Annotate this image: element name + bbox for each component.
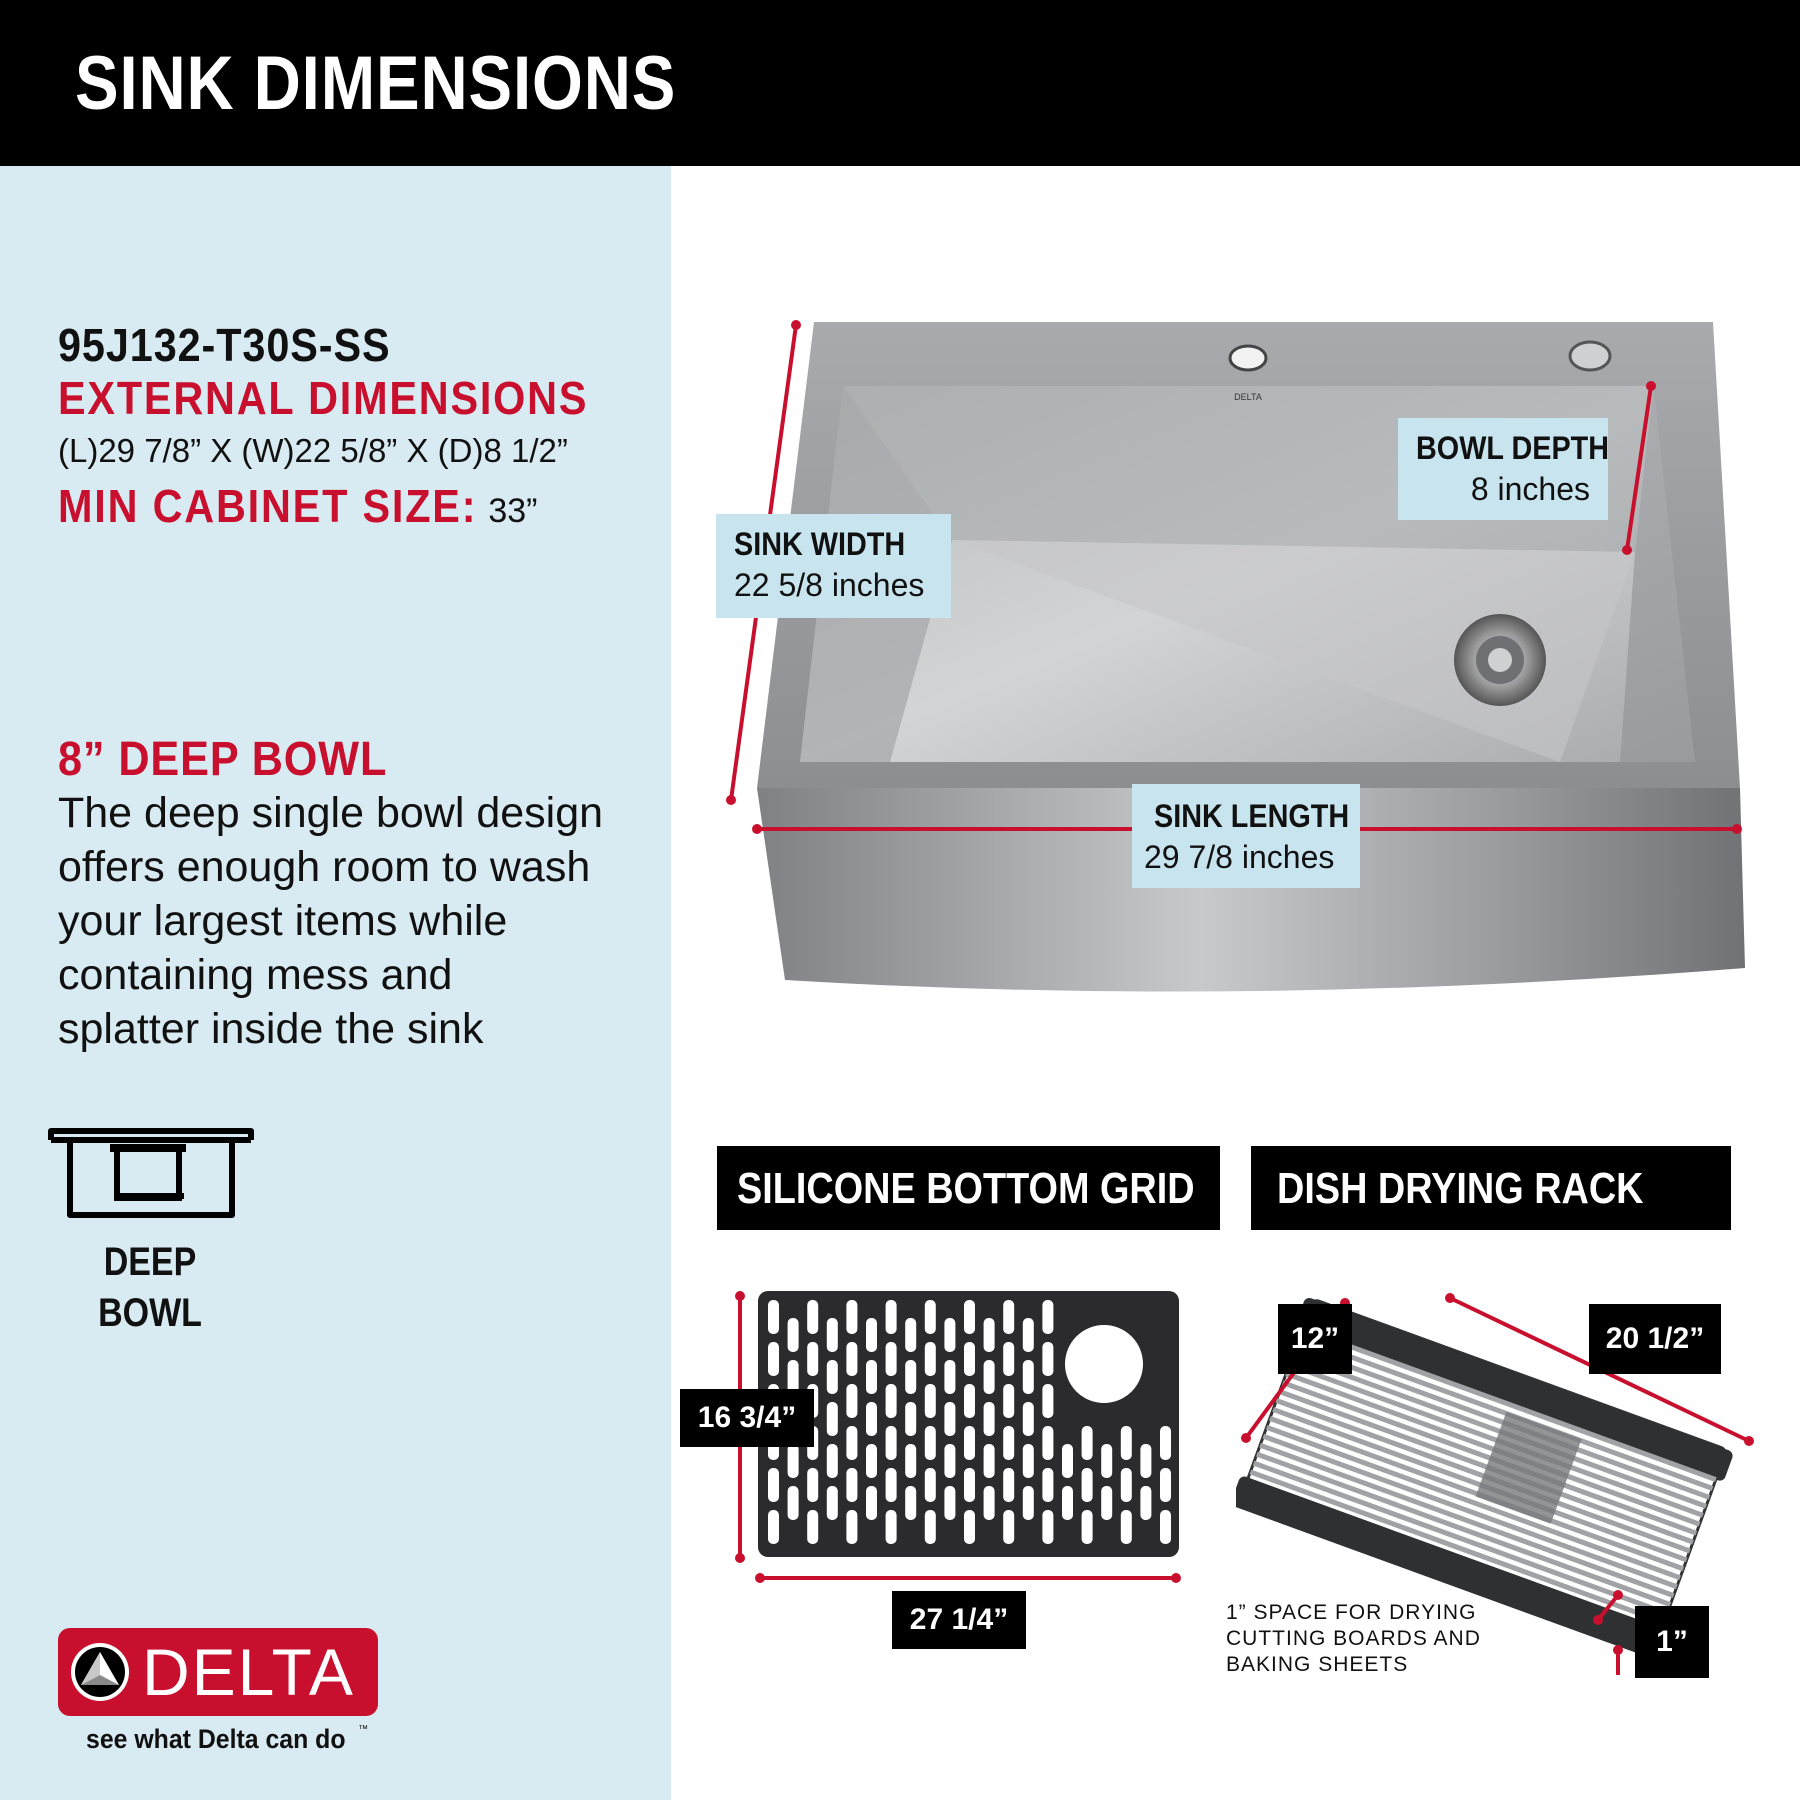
grid-slot	[925, 1468, 936, 1502]
grid-slot	[964, 1342, 975, 1376]
grid-slot	[944, 1360, 955, 1394]
grid-slot	[866, 1318, 877, 1352]
brand-tagline: see what Delta can do ™	[86, 1724, 369, 1754]
faucet-hole-icon	[1230, 346, 1266, 370]
grid-slot	[984, 1402, 995, 1436]
grid-slot	[905, 1318, 916, 1352]
grid-slot	[1062, 1444, 1073, 1478]
grid-slot	[866, 1360, 877, 1394]
grid-slot	[1023, 1444, 1034, 1478]
grid-slot	[925, 1342, 936, 1376]
model-number: 95J132-T30S-SS	[58, 319, 391, 371]
grid-slot	[1023, 1318, 1034, 1352]
grid-slot	[1023, 1402, 1034, 1436]
grid-height-badge: 16 3/4”	[680, 1389, 814, 1447]
grid-slot	[984, 1444, 995, 1478]
grid-slot	[886, 1426, 897, 1460]
grid-slot	[1042, 1426, 1053, 1460]
grid-slot	[1160, 1426, 1171, 1460]
grid-slot	[944, 1486, 955, 1520]
grid-slot	[846, 1300, 857, 1334]
grid-slot	[886, 1342, 897, 1376]
grid-slot	[964, 1300, 975, 1334]
grid-slot	[866, 1486, 877, 1520]
grid-slot	[1160, 1510, 1171, 1544]
grid-slot	[846, 1468, 857, 1502]
external-dimensions-value: (L)29 7/8” X (W)22 5/8” X (D)8 1/2”	[58, 432, 568, 469]
grid-slot	[827, 1360, 838, 1394]
grid-title: SILICONE BOTTOM GRID	[737, 1164, 1195, 1213]
grid-slot	[827, 1444, 838, 1478]
feature-line: offers enough room to wash	[58, 843, 591, 891]
feature-description	[58, 786, 603, 1056]
grid-slot	[846, 1342, 857, 1376]
min-cabinet-size	[58, 479, 537, 533]
grid-slot	[768, 1300, 779, 1334]
deep-bowl-label: DEEP BOWL	[98, 1240, 202, 1335]
grid-slot	[984, 1360, 995, 1394]
grid-slot	[1003, 1468, 1014, 1502]
grid-slot	[1003, 1426, 1014, 1460]
rack-depth-badge: 12”	[1278, 1304, 1352, 1374]
grid-slot	[1042, 1384, 1053, 1418]
grid-slot	[1082, 1426, 1093, 1460]
grid-slot	[905, 1486, 916, 1520]
grid-slot	[866, 1444, 877, 1478]
grid-slot	[1062, 1486, 1073, 1520]
feature-line: your largest items while	[58, 897, 508, 945]
sink-illustration	[700, 300, 1760, 1020]
rack-note	[1226, 1600, 1481, 1678]
grid-slot	[1101, 1486, 1112, 1520]
grid-slot	[925, 1426, 936, 1460]
grid-slot	[846, 1426, 857, 1460]
grid-slot	[866, 1402, 877, 1436]
grid-slot	[964, 1468, 975, 1502]
grid-slot	[1003, 1300, 1014, 1334]
grid-slot	[827, 1318, 838, 1352]
feature-line: splatter inside the sink	[58, 1005, 484, 1053]
grid-slot	[925, 1510, 936, 1544]
rack-gap-badge: 1”	[1635, 1606, 1709, 1678]
drain-button-icon	[1570, 342, 1610, 370]
grid-slot	[1042, 1300, 1053, 1334]
grid-slot	[768, 1342, 779, 1376]
external-dimensions-label: EXTERNAL DIMENSIONS	[58, 372, 589, 424]
grid-slot	[1023, 1360, 1034, 1394]
grid-slot	[886, 1510, 897, 1544]
grid-slot	[1121, 1468, 1132, 1502]
feature-heading: 8” DEEP BOWL	[58, 733, 388, 786]
grid-slot	[886, 1300, 897, 1334]
grid-slot	[807, 1468, 818, 1502]
grid-slot	[944, 1318, 955, 1352]
rack-length-badge: 20 1/2”	[1589, 1304, 1721, 1374]
grid-slot	[788, 1486, 799, 1520]
sink-length-label: SINK LENGTH 29 7/8 inches	[1132, 784, 1360, 888]
sink-brand-mark: DELTA	[1234, 392, 1262, 402]
deep-bowl-icon	[48, 1128, 254, 1220]
rack-note-line: 1” SPACE FOR DRYING	[1226, 1601, 1477, 1624]
grid-slot	[768, 1510, 779, 1544]
delta-triangle-icon	[70, 1642, 130, 1702]
grid-slot	[807, 1342, 818, 1376]
grid-slot	[1082, 1468, 1093, 1502]
grid-slot	[886, 1384, 897, 1418]
grid-slot	[827, 1402, 838, 1436]
grid-slot	[1042, 1510, 1053, 1544]
feature-line: containing mess and	[58, 951, 453, 999]
grid-title-box	[717, 1146, 1220, 1230]
rack-title: DISH DRYING RACK	[1277, 1164, 1644, 1213]
bowl-depth-label: BOWL DEPTH 8 inches	[1398, 418, 1608, 520]
grid-slot	[925, 1300, 936, 1334]
grid-slot	[964, 1384, 975, 1418]
rack-note-line: CUTTING BOARDS AND	[1226, 1627, 1481, 1650]
rack-title-box	[1251, 1146, 1731, 1230]
grid-slot	[905, 1444, 916, 1478]
grid-width-badge: 27 1/4”	[892, 1591, 1026, 1649]
grid-slot	[1003, 1510, 1014, 1544]
delta-wordmark: DELTA	[142, 1635, 355, 1709]
grid-slot	[807, 1510, 818, 1544]
grid-slot	[1042, 1468, 1053, 1502]
grid-slot	[1160, 1468, 1171, 1502]
grid-slot	[788, 1318, 799, 1352]
min-cabinet-value: 33”	[488, 492, 538, 530]
grid-slot	[944, 1402, 955, 1436]
page-title: SINK DIMENSIONS	[75, 41, 677, 126]
grid-slot	[944, 1444, 955, 1478]
grid-slot	[905, 1402, 916, 1436]
grid-slot	[1003, 1384, 1014, 1418]
grid-slot	[886, 1468, 897, 1502]
grid-slot	[768, 1468, 779, 1502]
grid-slot	[1082, 1510, 1093, 1544]
grid-slot	[1121, 1510, 1132, 1544]
grid-slot	[905, 1360, 916, 1394]
grid-slot	[827, 1486, 838, 1520]
grid-slot	[1140, 1444, 1151, 1478]
grid-slot	[964, 1510, 975, 1544]
grid-slot	[1003, 1342, 1014, 1376]
grid-slot	[925, 1384, 936, 1418]
grid-slot	[984, 1318, 995, 1352]
rack-note-line: BAKING SHEETS	[1226, 1653, 1409, 1676]
grid-slot	[964, 1426, 975, 1460]
delta-logo	[58, 1628, 378, 1716]
feature-line: The deep single bowl design	[58, 789, 604, 837]
sink-width-label: SINK WIDTH 22 5/8 inches	[716, 514, 951, 618]
grid-slot	[846, 1510, 857, 1544]
grid-slot	[1023, 1486, 1034, 1520]
min-cabinet-label: MIN CABINET SIZE:	[58, 480, 478, 532]
grid-drain-cutout	[1062, 1322, 1146, 1406]
grid-slot	[788, 1444, 799, 1478]
grid-slot	[1101, 1444, 1112, 1478]
grid-slot	[1042, 1342, 1053, 1376]
grid-slot	[846, 1384, 857, 1418]
grid-slot	[1140, 1486, 1151, 1520]
grid-slot	[807, 1300, 818, 1334]
grid-slot	[984, 1486, 995, 1520]
grid-slot	[1121, 1426, 1132, 1460]
